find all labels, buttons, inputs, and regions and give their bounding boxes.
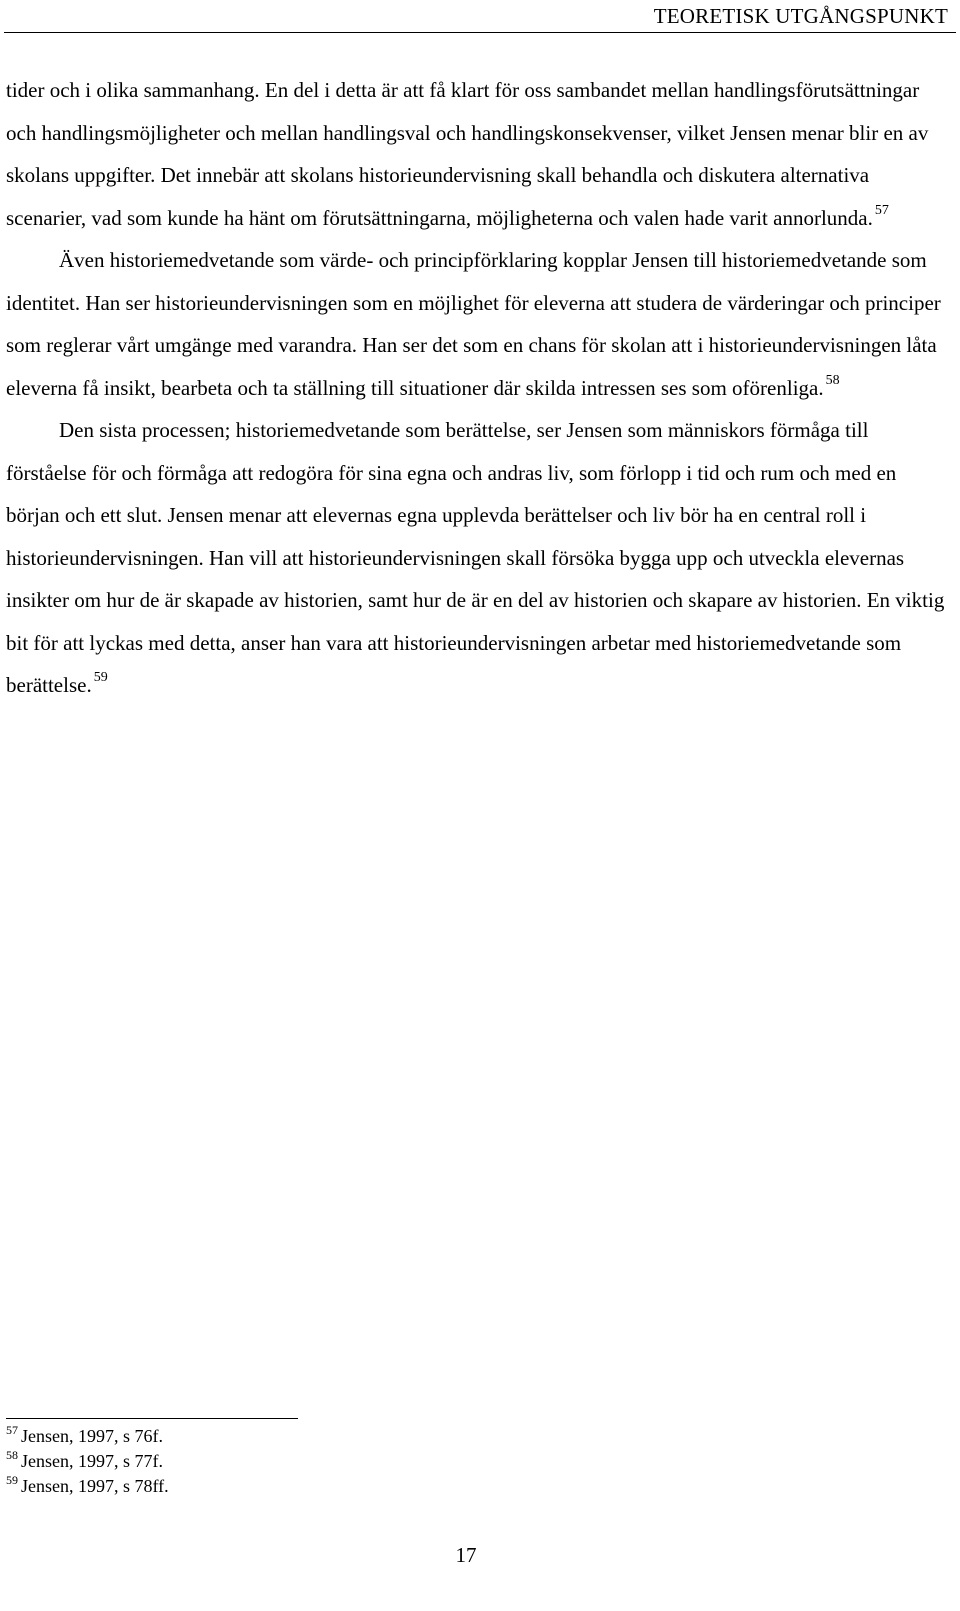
footnote-reference: 59 [93, 670, 108, 685]
paragraph-2 [6, 239, 950, 409]
paragraph-text: tider och i olika sammanhang. En del i detta är att få klart för oss sambandet mellan handlingsförutsättningar och handlingsmöjligheter och mellan handlingsval och handlingskonsekvenser, vilket Jensen menar blir en av skolans uppgifter. Det innebär att skolans historieundervisning skall behandla och diskutera alternativa scenarier, vad som kunde ha hänt om förutsättningarna, möjligheterna och valen hade varit annorlunda. [6, 78, 929, 230]
footnote-number: 59 [6, 1473, 18, 1487]
running-header: TEORETISK UTGÅNGSPUNKT [653, 4, 948, 28]
footnote-item [6, 1450, 606, 1475]
header-divider [4, 32, 956, 33]
footnote-divider [6, 1418, 298, 1419]
footnotes [6, 1425, 606, 1500]
footnote-number: 57 [6, 1423, 18, 1437]
body-text [6, 69, 950, 707]
paragraph-3 [6, 409, 950, 707]
footnote-text: Jensen, 1997, s 77f. [21, 1451, 163, 1471]
page-number: 17 [455, 1543, 477, 1567]
footnote-text: Jensen, 1997, s 78ff. [21, 1476, 169, 1496]
paragraph-1 [6, 69, 950, 239]
paragraph-text: Även historiemedvetande som värde- och principförklaring kopplar Jensen till historiemedvetande som identitet. Han ser historieundervisningen som en möjlighet för eleverna att studera de värderingar och principer som reglerar vårt umgänge med varandra. Han ser det som en chans för skolan att i historieundervisningen låta eleverna få insikt, bearbeta och ta ställning till situationer där skilda intressen ses som oförenliga. [6, 248, 941, 400]
footnote-item [6, 1425, 606, 1450]
footnote-text: Jensen, 1997, s 76f. [21, 1426, 163, 1446]
footnote-reference: 57 [874, 202, 889, 218]
footnote-item [6, 1475, 606, 1500]
footnote-reference: 58 [825, 372, 840, 388]
footnote-number: 58 [6, 1448, 18, 1462]
paragraph-text: Den sista processen; historiemedvetande som berättelse, ser Jensen som människors förmåga till förståelse för och förmåga att redogöra för sina egna och andras liv, som förlopp i tid och rum och med en början och ett slut. Jensen menar att elevernas egna upplevda berättelser och liv bör ha en central roll i historieundervisningen. Han vill att historieundervisningen skall försöka bygga upp och utveckla elevernas insikter om hur de är skapade av historien, samt hur de är en del av historien och skapare av historien. En viktig bit för att lyckas med detta, anser han vara att historieundervisningen arbetar med historiemedvetande som berättelse. [6, 418, 945, 697]
